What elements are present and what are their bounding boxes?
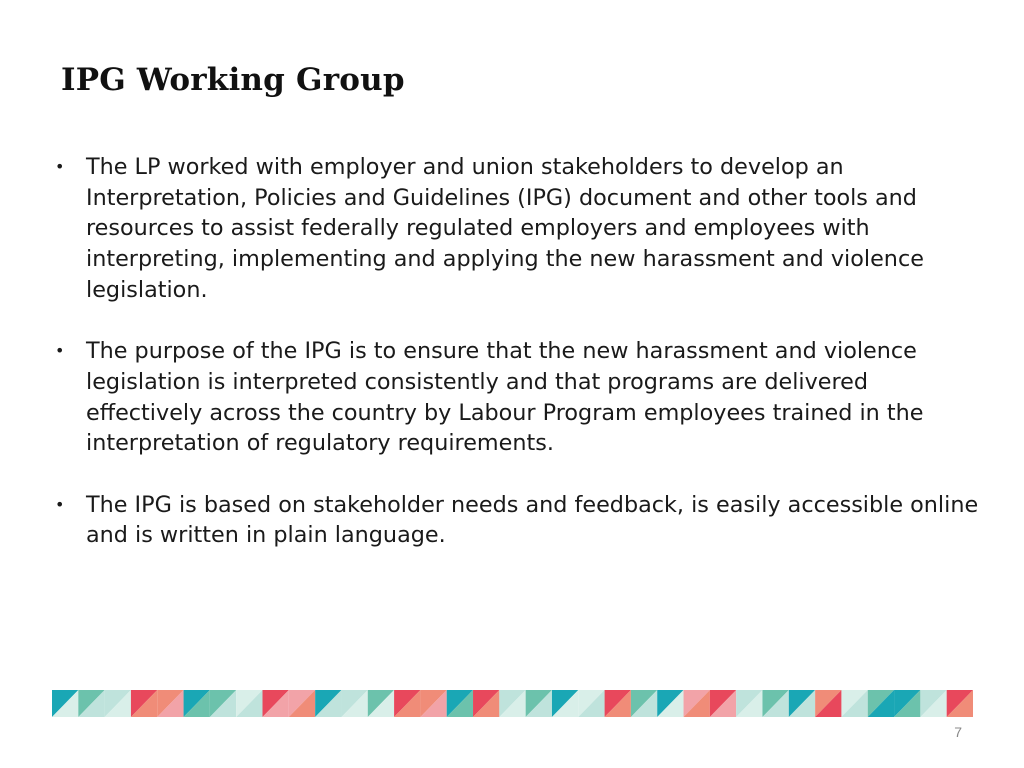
bullet-icon: • — [55, 494, 65, 514]
bullet-text: The IPG is based on stakeholder needs and feedback, is easily accessible online and is written in plain language. — [86, 491, 979, 549]
decorative-triangle-band — [52, 690, 973, 717]
bullet-item — [52, 336, 982, 459]
bullet-item — [52, 152, 982, 306]
bullet-icon: • — [55, 157, 65, 176]
bullet-text: The LP worked with employer and union stakeholders to develop an Interpretation, Policies and Guidelines (IPG) document and other tools and resources to assist federally regulated employers and employees with interpreting, implementing and applying the new harassment and violence legislation. — [86, 154, 924, 303]
bullet-list — [52, 152, 982, 582]
bullet-icon: • — [55, 341, 65, 361]
triangle-pattern-graphic — [52, 690, 973, 717]
slide-title: IPG Working Group — [61, 62, 405, 98]
bullet-item — [52, 490, 982, 551]
bullet-text: The purpose of the IPG is to ensure that the new harassment and violence legislation is interpreted consistently and that programs are delivered effectively across the country by Labour Program employees trained in the interpretation of regulatory requirements. — [86, 338, 924, 457]
page-number: 7 — [954, 724, 962, 740]
